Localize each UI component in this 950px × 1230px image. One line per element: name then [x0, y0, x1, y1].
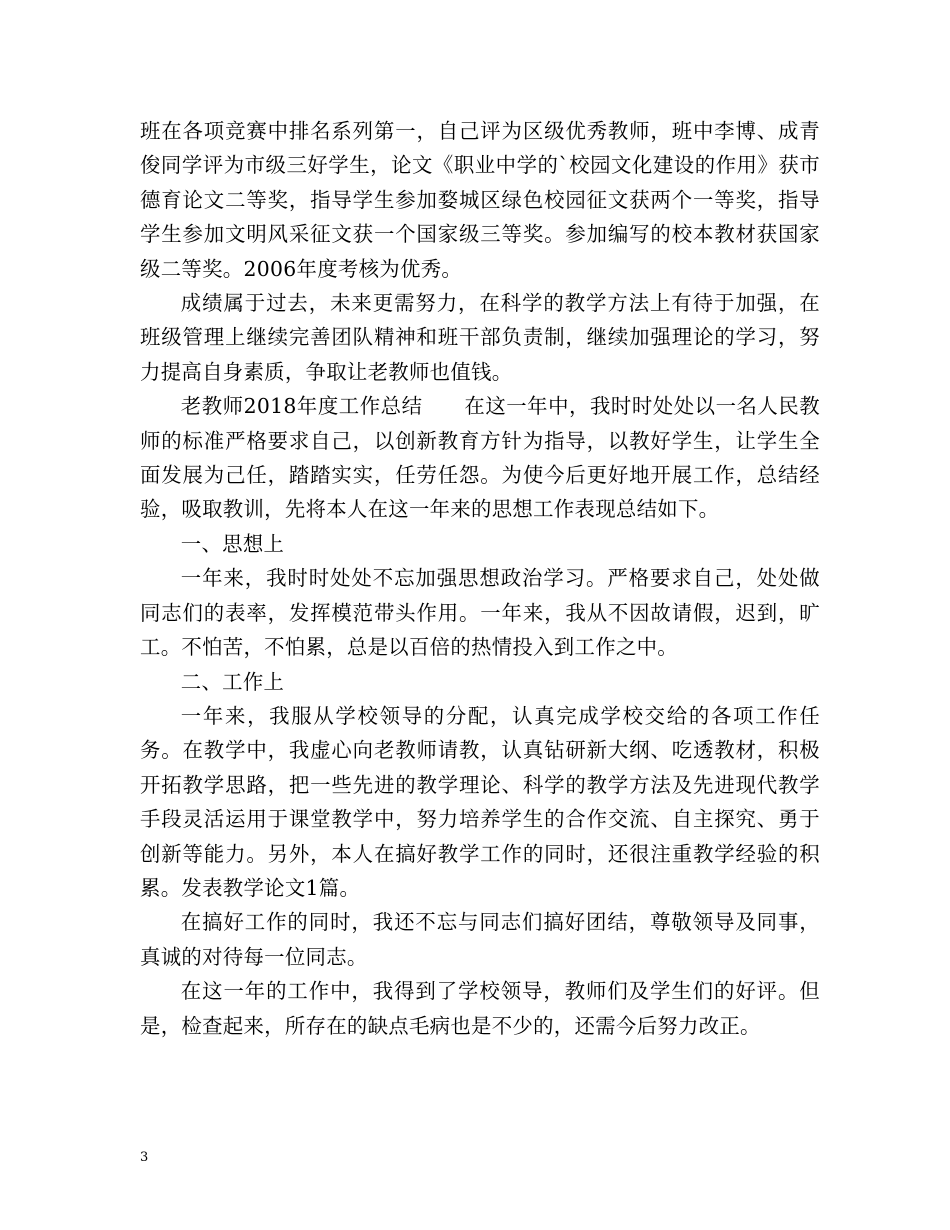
- paragraph-future-efforts: 成绩属于过去，未来更需努力，在科学的教学方法上有待于加强，在班级管理上继续完善团队精神和班干部负责制，继续加强理论的学习，努力提高自身素质，争取让老教师也值钱。: [140, 291, 820, 384]
- paragraph-conclusion: 在这一年的工作中，我得到了学校领导，教师们及学生们的好评。但是，检查起来，所存在的缺点毛病也是不少的，还需今后努力改正。: [140, 979, 820, 1038]
- section-heading-work: 二、工作上: [180, 669, 285, 694]
- paragraph-summary-intro: 老教师2018年度工作总结 在这一年中，我时时处处以一名人民教师的标准严格要求自己，以创新教育方针为指导，以教好学生，让学生全面发展为己任，踏踏实实，任劳任怨。为使今后更好地开展工作，总结经验，吸取教训，先将本人在这一年来的思想工作表现总结如下。: [140, 394, 820, 522]
- paragraph-unity: 在搞好工作的同时，我还不忘与同志们搞好团结，尊敬领导及同事，真诚的对待每一位同志。: [140, 910, 820, 969]
- paragraph-work: 一年来，我服从学校领导的分配，认真完成学校交给的各项工作任务。在教学中，我虚心向老教师请教，认真钻研新大纲、吃透教材，积极开拓教学思路，把一些先进的教学理论、科学的教学方法及先进现代教学手段灵活运用于课堂教学中，努力培养学生的合作交流、自主探究、勇于创新等能力。另外，本人在搞好教学工作的同时，还很注重教学经验的积累。发表教学论文1篇。: [140, 703, 820, 900]
- body-text: [140, 114, 820, 1043]
- paragraph-thought: 一年来，我时时处处不忘加强思想政治学习。严格要求自己，处处做同志们的表率，发挥模范带头作用。一年来，我从不因故请假，迟到，旷工。不怕苦，不怕累，总是以百倍的热情投入到工作之中。: [140, 566, 820, 660]
- section-heading-thought: 一、思想上: [180, 531, 285, 556]
- paragraph-continued: 班在各项竞赛中排名系列第一，自己评为区级优秀教师，班中李博、成青俊同学评为市级三好学生，论文《职业中学的`校园文化建设的作用》获市德育论文二等奖，指导学生参加婺城区绿色校园征文获两个一等奖，指导学生参加文明风采征文获一个国家级三等奖。参加编写的校本教材获国家级二等奖。2006年度考核为优秀。: [140, 119, 820, 281]
- page-number: 3: [140, 1150, 149, 1165]
